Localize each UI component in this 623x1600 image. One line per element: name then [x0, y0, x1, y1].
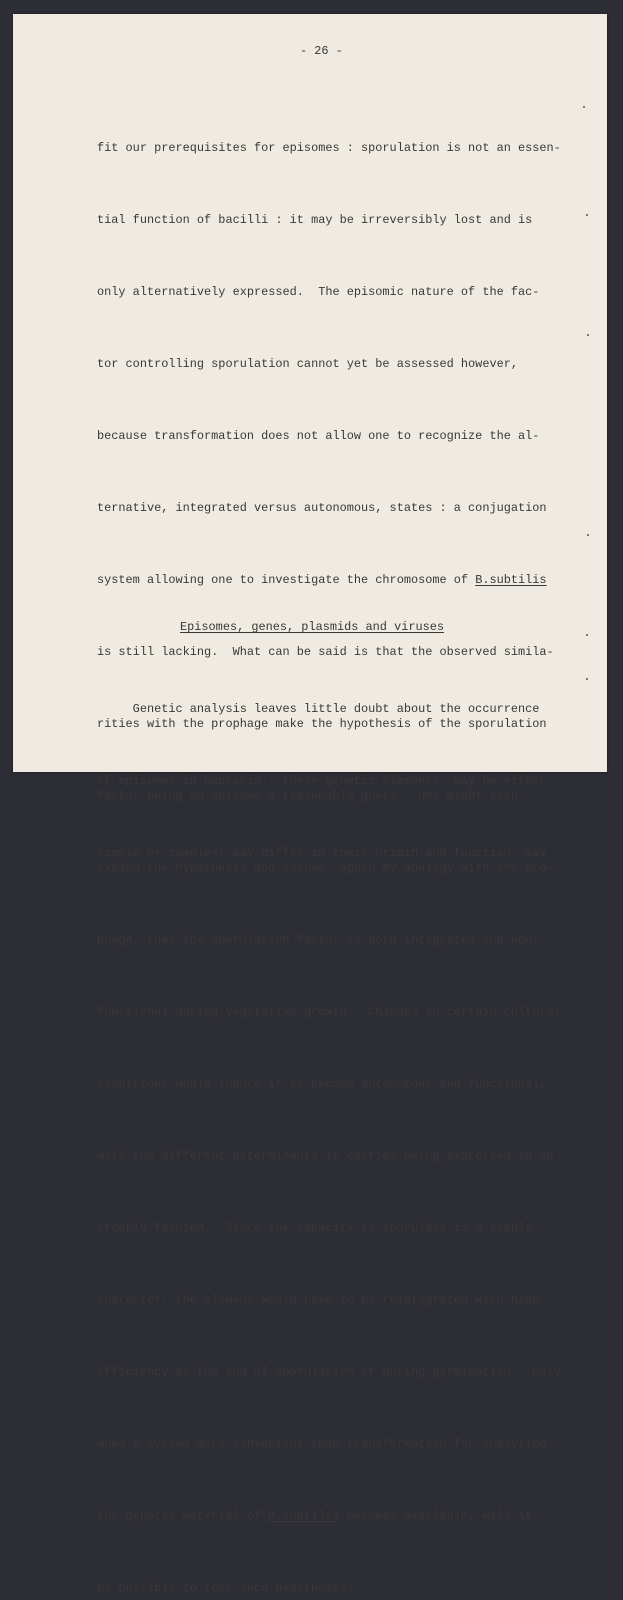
text-line: factor being an episome a reasonable guess. One might even [97, 789, 518, 803]
text-line: only alternatively expressed. The episomic nature of the fac- [97, 285, 540, 299]
text-line: of episomes in bacteria : these genetic elements, may be either [97, 774, 547, 788]
section-heading-text: Episomes, genes, plasmids and viruses [180, 620, 445, 634]
text-line: ternative, integrated versus autonomous, states : a conjugation [97, 501, 547, 515]
text-line: rities with the prophage make the hypothesis of the sporulation [97, 717, 547, 731]
margin-mark [587, 534, 589, 536]
text-line: simple or complex, may differ in their origin and function, may [97, 846, 547, 860]
species-name: B.subtilis [268, 1509, 340, 1523]
text-line: when a system more convenient than transformation for analyzing [97, 1437, 547, 1451]
text-line: be possible to test such hypotheses. [97, 1581, 354, 1595]
page-number: - 26 - [300, 44, 343, 58]
text-line: fit our prerequisites for episomes : sporulation is not an essen- [97, 141, 561, 155]
text-line: tial function of bacilli : it may be irreversibly lost and is [97, 213, 533, 227]
text-segment: becomes available, will it [339, 1509, 533, 1523]
text-line: with the different determinants it carries being expressed in an [97, 1149, 554, 1163]
species-name: B.subtilis [475, 573, 547, 587]
text-line [97, 568, 561, 592]
margin-mark [586, 214, 588, 216]
margin-mark [583, 106, 585, 108]
text-line: because transformation does not allow one to recognize the al- [97, 429, 540, 443]
text-line: tor controlling sporulation cannot yet be assessed however, [97, 357, 518, 371]
text-segment: system allowing one to investigate the chromosome of [97, 573, 476, 587]
margin-mark [586, 634, 588, 636]
text-line: functional during vegetative growth. Changes in certain cultural [97, 1005, 561, 1019]
margin-mark [586, 678, 588, 680]
section-heading [180, 615, 444, 639]
paragraph-2 [97, 649, 547, 913]
text-line: character, the element would have to be reintegrated with high [97, 1293, 540, 1307]
text-line: efficiency at the end of sporulation or during germination. Only [97, 1365, 561, 1379]
text-line: is still lacking. What can be said is that the observed simila- [97, 645, 554, 659]
document-page [13, 14, 607, 1595]
text-segment: the genetic material of [97, 1509, 269, 1523]
text-line: orderly fashion. Since the capacity to sporulate is a stable [97, 1221, 533, 1235]
text-line [97, 1504, 561, 1528]
text-line: expand the hypothesis and assume, again by analogy with the pro- [97, 861, 554, 875]
text-line: phage, that the sporulation factor is both integrated and non- [97, 933, 540, 947]
margin-mark [587, 334, 589, 336]
text-line: Genetic analysis leaves little doubt about the occurrence [97, 702, 540, 716]
text-line: conditions would induce it to become autonomous and functional, [97, 1077, 547, 1091]
